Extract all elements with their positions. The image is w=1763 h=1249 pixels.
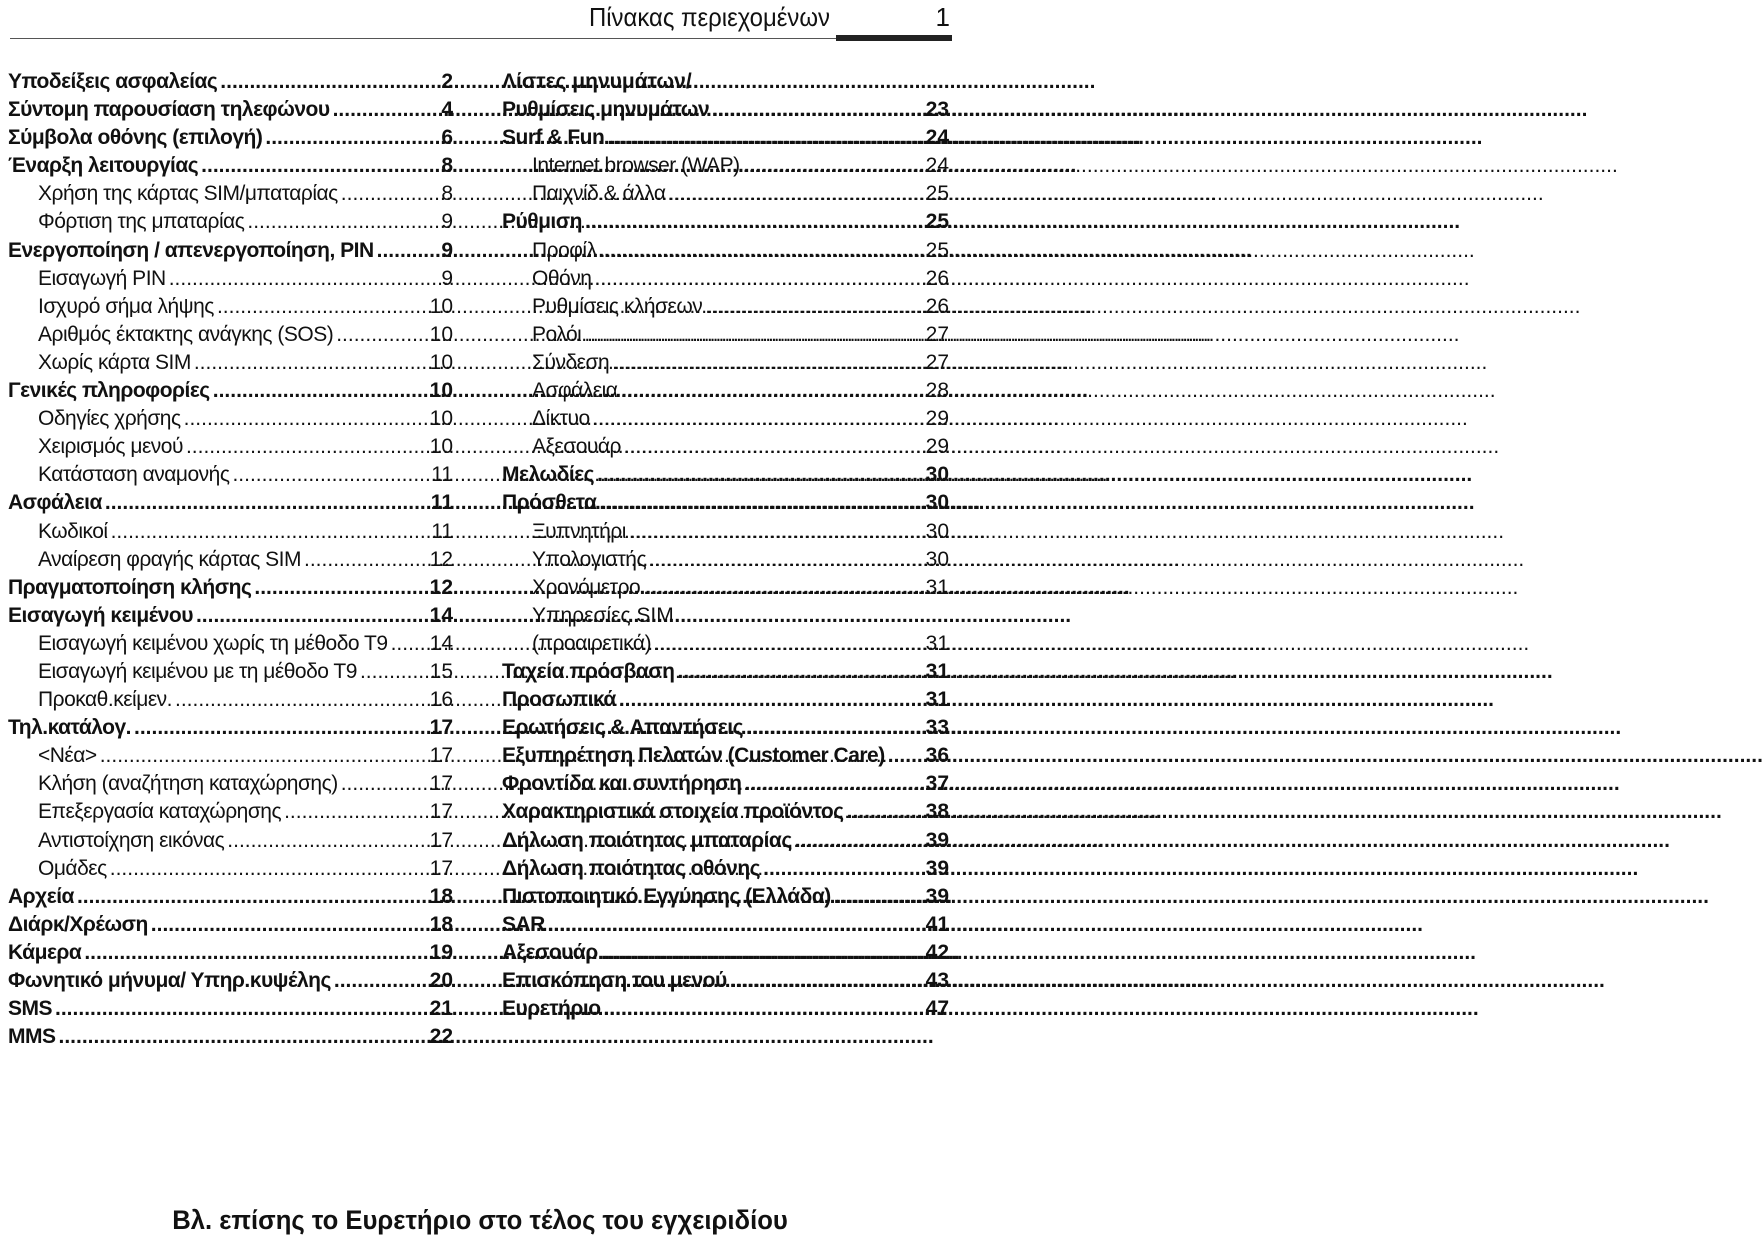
toc-entry[interactable] — [8, 742, 453, 770]
toc-entry[interactable] — [502, 208, 949, 236]
dot-leader — [730, 967, 923, 995]
dot-leader — [391, 630, 427, 658]
toc-entry[interactable] — [8, 405, 453, 433]
dot-leader — [110, 855, 427, 883]
toc-entry-page: 6 — [441, 126, 453, 150]
dot-leader — [201, 152, 438, 180]
toc-entry-page: 39 — [925, 884, 949, 908]
toc-entry-title: Ομάδες — [38, 856, 107, 880]
toc-entry-title: Αναίρεση φραγής κάρτας SIM — [38, 547, 302, 571]
toc-entry[interactable] — [502, 686, 949, 714]
toc-entry-page: 16 — [429, 688, 453, 712]
toc-entry-title: Πραγματοποίηση κλήσης — [8, 575, 252, 599]
dot-leader — [213, 377, 427, 405]
toc-entry-page: 19 — [429, 940, 453, 964]
dot-leader — [745, 770, 923, 798]
toc-entry[interactable] — [502, 574, 949, 602]
toc-entry-title: Προφίλ — [532, 238, 597, 262]
toc-entry[interactable] — [8, 180, 453, 208]
toc-entry-title: Φωνητικό μήνυμα/ Υπηρ.κυψέλης — [8, 969, 331, 992]
dot-leader — [194, 349, 427, 377]
toc-entry[interactable] — [8, 68, 453, 96]
toc-entry[interactable] — [8, 96, 453, 124]
toc-entry-title: Κωδικοί — [38, 519, 108, 543]
dot-leader — [336, 321, 426, 349]
toc-entry[interactable] — [8, 152, 453, 180]
dot-leader — [84, 939, 426, 967]
toc-entry-title: Εισαγωγή κειμένου με τη μέθοδο Τ9 — [38, 659, 357, 683]
toc-entry[interactable] — [8, 827, 453, 855]
dot-leader — [217, 293, 427, 321]
toc-entry-title: Ρολόι — [532, 322, 582, 346]
toc-entry-title: Γενικές πληροφορίες — [8, 379, 210, 403]
toc-entry[interactable] — [8, 911, 453, 939]
toc-right-column — [502, 68, 949, 1023]
toc-entry-title: Παιχνίδ.& άλλα — [532, 182, 666, 206]
dot-leader — [55, 995, 427, 1023]
toc-entry[interactable] — [502, 939, 949, 967]
toc-entry-title: Υπολογιστής — [532, 547, 647, 571]
toc-entry-title: Έναρξη λειτουργίας — [8, 154, 199, 178]
toc-entry[interactable] — [502, 321, 949, 349]
toc-entry[interactable] — [8, 686, 453, 714]
dot-leader — [847, 798, 923, 826]
dot-leader — [341, 180, 439, 208]
dot-leader — [100, 742, 427, 770]
toc-entry-page: 29 — [925, 407, 949, 431]
dot-leader — [746, 714, 923, 742]
toc-entry[interactable] — [8, 1023, 453, 1051]
toc-entry-page: 14 — [429, 631, 453, 655]
dot-leader — [169, 265, 439, 293]
toc-entry[interactable] — [8, 546, 453, 574]
toc-entry-page: 10 — [429, 407, 453, 431]
toc-entry-title: Αρχεία — [8, 884, 74, 908]
toc-entry-page: 10 — [429, 435, 453, 459]
toc-entry[interactable] — [502, 855, 949, 883]
header-rule-accent — [836, 35, 952, 41]
toc-entry[interactable] — [502, 967, 949, 995]
toc-entry-title: Προσωπικά — [502, 688, 616, 712]
toc-entry[interactable] — [8, 658, 453, 686]
toc-entry-title: Σύντομη παρουσίαση τηλεφώνου — [8, 98, 330, 122]
toc-entry-page: 26 — [925, 294, 949, 318]
toc-entry[interactable] — [8, 967, 453, 995]
toc-entry-page: 28 — [925, 379, 949, 403]
toc-entry-page: 27 — [925, 322, 949, 346]
dot-leader — [151, 911, 427, 939]
toc-entry-page: 9 — [441, 210, 453, 234]
toc-entry-title: Αξεσουάρ — [532, 435, 621, 459]
toc-entry-page: 17 — [429, 828, 453, 852]
toc-entry-page: 10 — [429, 322, 453, 346]
dot-leader — [186, 433, 427, 461]
toc-entry-title: <Νέα> — [38, 744, 97, 768]
toc-entry-title: Ισχυρό σήμα λήψης — [38, 294, 214, 318]
toc-entry-page: 2 — [441, 70, 453, 93]
toc-entry[interactable] — [8, 995, 453, 1023]
toc-entry[interactable] — [8, 321, 453, 349]
toc-entry[interactable] — [502, 265, 949, 293]
dot-leader — [600, 237, 923, 265]
toc-entry[interactable] — [502, 518, 949, 546]
toc-entry[interactable] — [502, 827, 949, 855]
toc-entry-title: Φροντίδα και συντήρηση — [502, 772, 742, 796]
toc-entry-page: 10 — [429, 379, 453, 403]
dot-leader — [599, 489, 922, 517]
toc-entry-title: Υπηρεσίες SIM — [532, 603, 674, 627]
toc-entry[interactable] — [8, 237, 453, 265]
dot-leader — [594, 265, 922, 293]
toc-entry[interactable] — [8, 574, 453, 602]
page-header — [0, 0, 960, 50]
dot-leader — [77, 883, 427, 911]
toc-entry-title: Internet browser (WAP) — [532, 154, 740, 178]
toc-entry-page: 8 — [441, 182, 453, 206]
dot-leader — [134, 714, 427, 742]
toc-entry-title: Μελωδίες — [502, 463, 595, 487]
toc-entry-page: 11 — [431, 519, 453, 543]
toc-entry-title: Ρυθμίσεις μηνυμάτων — [502, 98, 710, 122]
toc-entry[interactable] — [8, 714, 453, 742]
dot-leader — [649, 546, 923, 574]
toc-entry-title: Ρύθμιση — [502, 210, 582, 234]
dot-leader — [597, 461, 923, 489]
dot-leader — [105, 489, 428, 517]
dot-leader — [377, 237, 439, 265]
toc-entry-page: 33 — [925, 716, 949, 740]
toc-entry-title: Χειρισμός μενού — [38, 435, 183, 459]
toc-entry-page: 17 — [429, 716, 453, 740]
toc-entry-title: Εξυπηρέτηση Πελατών (Customer Care) — [502, 744, 885, 768]
toc-entry[interactable] — [502, 237, 949, 265]
toc-entry[interactable] — [8, 518, 453, 546]
toc-entry[interactable] — [8, 208, 453, 236]
toc-entry-title: Οθόνη — [532, 266, 592, 290]
toc-entry-title: Εισαγωγή κειμένου χωρίς τη μέθοδο Τ9 — [38, 631, 388, 655]
toc-entry[interactable] — [8, 602, 453, 630]
toc-entry[interactable] — [502, 461, 949, 489]
dot-leader — [593, 405, 923, 433]
toc-entry[interactable] — [502, 658, 949, 686]
toc-entry-page: 8 — [441, 154, 453, 178]
toc-entry[interactable] — [502, 714, 949, 742]
page-title: Πίνακας περιεχομένων — [588, 2, 830, 32]
dot-leader — [247, 208, 438, 236]
toc-entry-title: Κατάσταση αναμονής — [38, 463, 230, 487]
toc-entry-page: 27 — [925, 350, 949, 374]
toc-entry-title: MMS — [8, 1025, 56, 1049]
toc-entry[interactable] — [502, 630, 949, 658]
toc-entry[interactable] — [502, 293, 949, 321]
toc-entry[interactable] — [8, 883, 453, 911]
toc-entry-page: 30 — [925, 463, 949, 487]
toc-entry-page: 25 — [925, 210, 949, 234]
dot-leader — [111, 518, 429, 546]
dot-leader — [232, 461, 428, 489]
toc-left-column — [8, 68, 453, 1051]
dot-leader — [175, 686, 427, 714]
toc-entry-title: Τηλ.κατάλογ. — [8, 716, 131, 740]
dot-leader — [254, 574, 426, 602]
toc-entry-title: Χαρακτηριστικά στοιχεία προϊόντος — [502, 800, 844, 824]
dot-leader — [360, 658, 427, 686]
dot-leader — [196, 602, 427, 630]
toc-entry[interactable] — [502, 96, 949, 124]
dot-leader — [643, 574, 922, 602]
dot-leader — [284, 798, 427, 826]
toc-entry[interactable] — [8, 630, 453, 658]
dot-leader — [585, 208, 923, 236]
toc-entry-title: Πρόσθετα — [502, 491, 597, 515]
toc-entry-page: 25 — [925, 182, 949, 206]
toc-entry-page: 43 — [925, 969, 949, 992]
dot-leader — [763, 855, 923, 883]
toc-entry-title: Ενεργοποίηση / απενεργοποίηση, PIN — [8, 238, 374, 262]
dot-leader — [624, 433, 923, 461]
toc-entry-page: 37 — [925, 772, 949, 796]
toc-entry-page: 31 — [925, 631, 949, 655]
toc-entry[interactable] — [502, 68, 949, 96]
dot-leader — [612, 349, 922, 377]
dot-leader — [743, 152, 923, 180]
toc-entry-page: 41 — [925, 912, 949, 936]
toc-entry[interactable] — [8, 770, 453, 798]
toc-entry[interactable] — [8, 349, 453, 377]
toc-entry[interactable] — [8, 124, 453, 152]
toc-entry[interactable] — [8, 377, 453, 405]
page-number: 1 — [935, 2, 950, 32]
toc-entry[interactable] — [8, 939, 453, 967]
toc-entry-title: SAR — [502, 912, 545, 936]
dot-leader — [220, 68, 438, 96]
toc-entry-page: 17 — [429, 744, 453, 768]
toc-entry-page: 11 — [430, 491, 453, 515]
toc-entry-page: 24 — [925, 126, 949, 150]
toc-entry[interactable] — [8, 293, 453, 321]
dot-leader — [584, 321, 922, 349]
toc-entry-page: 12 — [429, 575, 453, 599]
toc-entry-page: 39 — [925, 856, 949, 880]
dot-leader — [888, 742, 923, 770]
toc-entry-title: Χρονόμετρο — [532, 575, 641, 599]
toc-entry-page: 26 — [925, 266, 949, 290]
dot-leader — [227, 827, 426, 855]
toc-entry-title: Αριθμός έκτακτης ανάγκης (SOS) — [38, 322, 334, 346]
toc-entry-title: Υποδείξεις ασφαλείας — [8, 70, 218, 93]
toc-entry-title: Ασφάλεια — [532, 379, 618, 403]
toc-entry-title: Ρυθμίσεις κλήσεων — [532, 294, 703, 318]
toc-entry-title: Επεξεργασία καταχώρησης — [38, 800, 282, 824]
toc-entry-page: 21 — [429, 997, 453, 1021]
footer-note: Βλ. επίσης το Ευρετήριο στο τέλος του εγχειριδίου — [172, 1205, 788, 1235]
toc-entry-page: 29 — [925, 435, 949, 459]
toc-entry-page: 31 — [925, 688, 949, 712]
toc-entry-title: Ευρετήριο — [502, 997, 601, 1021]
toc-entry[interactable] — [502, 546, 949, 574]
dot-leader — [678, 658, 923, 686]
toc-entry-title: Οδηγίες χρήσης — [38, 407, 181, 431]
toc-entry[interactable] — [502, 349, 949, 377]
toc-entry-title: Εισαγωγή κειμένου — [8, 603, 193, 627]
toc-entry-title: Αντιστοίχηση εικόνας — [38, 828, 225, 852]
toc-entry[interactable] — [502, 124, 949, 152]
toc-entry-page: 47 — [925, 997, 949, 1021]
toc-entry-page: 20 — [429, 969, 453, 992]
toc-entry-title: Κλήση (αναζήτηση καταχώρησης) — [38, 772, 338, 796]
toc-entry-page: 30 — [925, 519, 949, 543]
dot-leader — [333, 96, 439, 124]
toc-entry-page: 22 — [429, 1025, 453, 1049]
dot-leader — [705, 293, 922, 321]
toc-entry-title: Λίστες μηνυμάτων/ — [502, 70, 692, 93]
toc-entry-title: Δήλωση ποιότητας μπαταρίας — [502, 828, 792, 852]
toc-entry-title: Προκαθ.κείμεν. — [38, 688, 173, 712]
toc-entry-page: 30 — [925, 547, 949, 571]
toc-entry[interactable] — [502, 152, 949, 180]
toc-entry[interactable] — [8, 798, 453, 826]
dot-leader — [669, 180, 923, 208]
toc-entry-title: (προαιρετικά) — [532, 631, 652, 655]
toc-entry-title: Ξυπνητήρι — [532, 519, 626, 543]
dot-leader — [184, 405, 427, 433]
toc-entry-title: Χωρίς κάρτα SIM — [38, 350, 191, 374]
toc-entry-page: 4 — [441, 98, 453, 122]
toc-entry-page: 18 — [429, 884, 453, 908]
toc-entry[interactable] — [502, 883, 949, 911]
dot-leader — [607, 124, 922, 152]
toc-entry-title: Ασφάλεια — [8, 491, 102, 515]
toc-entry-page: 17 — [429, 800, 453, 824]
toc-entry[interactable] — [502, 995, 949, 1023]
toc-entry[interactable] — [502, 377, 949, 405]
toc-entry-page: 9 — [441, 266, 453, 290]
toc-entry[interactable] — [8, 461, 453, 489]
toc-entry-page: 36 — [925, 744, 949, 768]
toc-entry-page: 14 — [429, 603, 453, 627]
toc-entry-title: Δήλωση ποιότητας οθόνης — [502, 856, 761, 880]
toc-entry[interactable] — [502, 798, 949, 826]
dot-leader — [59, 1023, 427, 1051]
toc-entry-title: Surf & Fun — [502, 126, 605, 150]
toc-entry-page: 15 — [429, 659, 453, 683]
toc-entry[interactable] — [502, 602, 949, 630]
toc-entry[interactable] — [502, 433, 949, 461]
toc-entry-page: 17 — [429, 856, 453, 880]
toc-entry[interactable] — [502, 180, 949, 208]
toc-entry-page: 10 — [429, 350, 453, 374]
toc-entry-title: Σύνδεση — [532, 350, 610, 374]
toc-entry-page: 39 — [925, 828, 949, 852]
toc-entry-title: Χρήση της κάρτας SIM/μπαταρίας — [38, 182, 338, 206]
toc-entry[interactable] — [8, 433, 453, 461]
toc-entry[interactable] — [502, 911, 949, 939]
dot-leader — [334, 967, 427, 995]
dot-leader — [601, 939, 923, 967]
toc-entry-title: Δίκτυο — [532, 407, 590, 431]
toc-entry-page: 42 — [925, 940, 949, 964]
toc-entry-title: Εισαγωγή PIN — [38, 266, 166, 290]
toc-entry-page: 31 — [925, 659, 949, 683]
toc-entry-page: 38 — [925, 800, 949, 824]
dot-leader — [620, 377, 922, 405]
toc-entry-title: Ερωτήσεις & Απαντήσεις — [502, 716, 744, 740]
toc-entry[interactable] — [502, 742, 949, 770]
toc-entry[interactable] — [502, 770, 949, 798]
toc-entry-page: 31 — [925, 575, 949, 599]
dot-leader — [304, 546, 427, 574]
toc-entry-title: Διάρκ/Χρέωση — [8, 912, 148, 936]
toc-entry-title: Αξεσουάρ — [502, 940, 598, 964]
dot-leader — [712, 96, 922, 124]
toc-entry[interactable] — [502, 405, 949, 433]
toc-entry-title: Σύμβολα οθόνης (επιλογή) — [8, 126, 263, 150]
toc-entry-title: Επισκόπηση του μενού — [502, 969, 727, 992]
toc-entry-page: 9 — [441, 238, 453, 262]
toc-entry[interactable] — [8, 489, 453, 517]
toc-entry-title: Ταχεία πρόσβαση — [502, 659, 675, 683]
dot-leader — [548, 911, 923, 939]
header-rule — [10, 38, 840, 39]
toc-entry-title: Φόρτιση της μπαταρίας — [38, 210, 245, 234]
toc-entry-title: Πιστοποιητικό Εγγύησης (Ελλάδα) — [502, 884, 831, 908]
toc-entry[interactable] — [8, 265, 453, 293]
toc-entry-page: 25 — [925, 238, 949, 262]
dot-leader — [619, 686, 923, 714]
dot-leader — [654, 630, 923, 658]
toc-entry[interactable] — [502, 489, 949, 517]
toc-entry-title: SMS — [8, 997, 53, 1021]
dot-leader — [629, 518, 923, 546]
toc-entry-page: 23 — [925, 98, 949, 122]
toc-entry-page: 30 — [925, 491, 949, 515]
toc-entry-page: 18 — [429, 912, 453, 936]
toc-entry-title: Κάμερα — [8, 940, 82, 964]
toc-entry-page: 10 — [429, 294, 453, 318]
dot-leader — [834, 883, 923, 911]
dot-leader — [604, 995, 923, 1023]
toc-entry[interactable] — [8, 855, 453, 883]
toc-entry-page: 24 — [925, 154, 949, 178]
toc-entry-page: 11 — [431, 463, 453, 487]
dot-leader — [795, 827, 923, 855]
toc-entry-page: 12 — [429, 547, 453, 571]
toc-entry-page: 17 — [429, 772, 453, 796]
dot-leader — [265, 124, 438, 152]
dot-leader — [341, 770, 427, 798]
